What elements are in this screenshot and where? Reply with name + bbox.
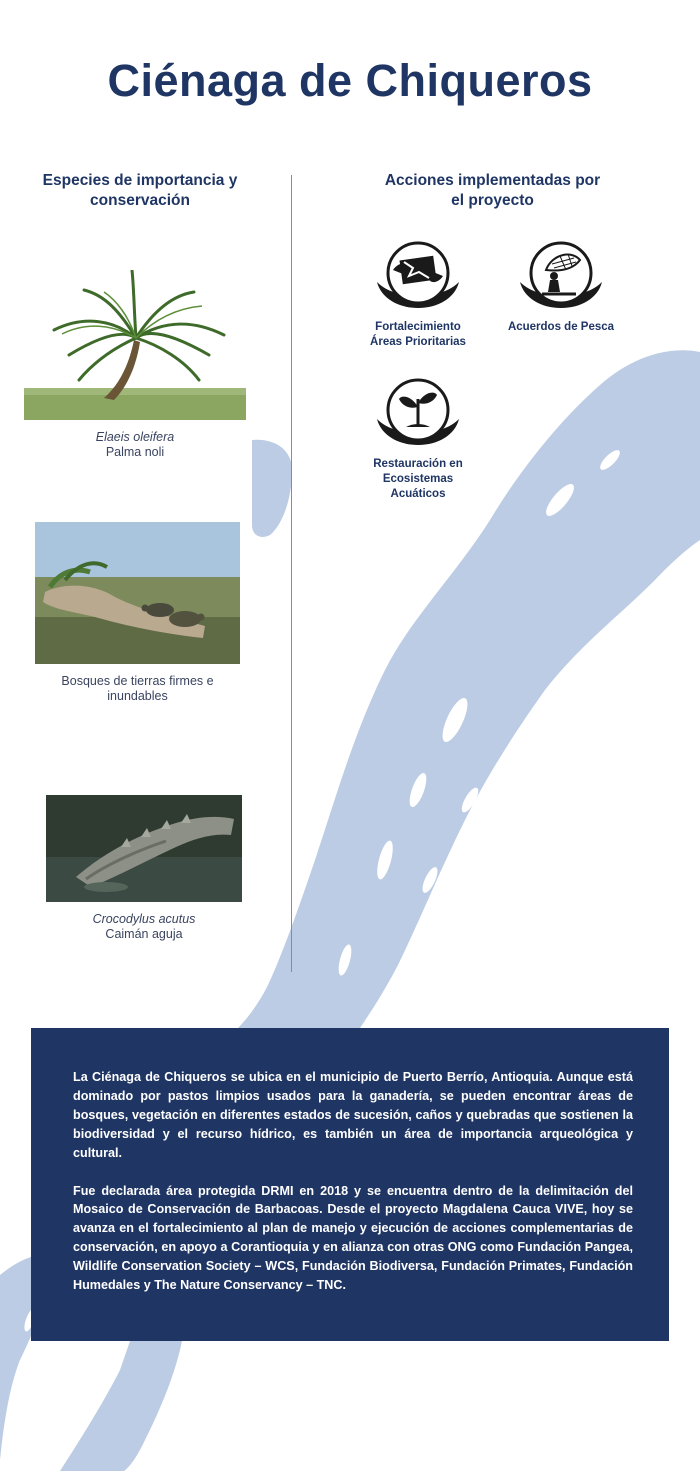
species-common-name: Palma noli	[105, 445, 165, 459]
description-box	[31, 1028, 669, 1341]
actions-heading: Acciones implementadas por el proyecto	[384, 172, 601, 209]
species-common-name: Bosques de tierras firmes e inundables	[61, 674, 214, 703]
turtles-on-log-illustration	[35, 522, 240, 664]
species-heading: Especies de importancia y conservación	[42, 172, 238, 209]
sprout-in-hands-icon	[373, 377, 463, 449]
action-item-fishing	[501, 240, 621, 335]
species-item-palm	[24, 270, 246, 460]
column-divider	[291, 175, 292, 972]
map-in-hands-icon	[373, 240, 463, 312]
palm-tree-illustration	[24, 270, 246, 420]
species-scientific-name: Elaeis oleifera	[95, 430, 175, 444]
description-paragraph-2: Fue declarada área protegida DRMI en 2018 y se encuentra dentro de la delimitación del Mosaico de Conservación de Barbacoas. Desde el proyecto Magdalena Cauca VIVE, hoy se avanza en el fortalecimiento al plan de manejo y ejecución de acciones complementarias de conservación, en apoyo a Corantioquia y en alianza con otras ONG como Fundación Pangea, Wildlife Conservation Society – WCS, Fundación Biodiversa, Fundación Primates, Fundación Humedales y The Nature Conservancy – TNC.	[73, 1183, 633, 1293]
page-title: Ciénaga de Chiqueros	[107, 55, 593, 106]
description-paragraph-1: La Ciénaga de Chiqueros se ubica en el municipio de Puerto Berrío, Antioquia. Aunque está dominado por pastos limpios usados para la ganadería, se pueden encontrar áreas de bosques, vegetación en diferentes estados de sucesión, caños y quebradas que sostienen la biodiversidad y el recurso hídrico, es también un área de importancia arqueológica y cultural.	[73, 1070, 633, 1160]
species-item-crocodile	[46, 795, 242, 942]
action-label: Fortalecimiento Áreas Prioritarias	[370, 321, 466, 348]
action-label: Restauración en Ecosistemas Acuáticos	[373, 458, 463, 500]
action-label: Acuerdos de Pesca	[507, 321, 615, 333]
species-common-name: Caimán aguja	[105, 927, 183, 941]
action-item-restoration	[358, 377, 478, 502]
species-item-forest	[35, 522, 240, 704]
species-scientific-name: Crocodylus acutus	[92, 912, 196, 926]
crocodile-illustration	[46, 795, 242, 902]
action-item-areas	[358, 240, 478, 350]
fisherman-net-in-hands-icon	[516, 240, 606, 312]
